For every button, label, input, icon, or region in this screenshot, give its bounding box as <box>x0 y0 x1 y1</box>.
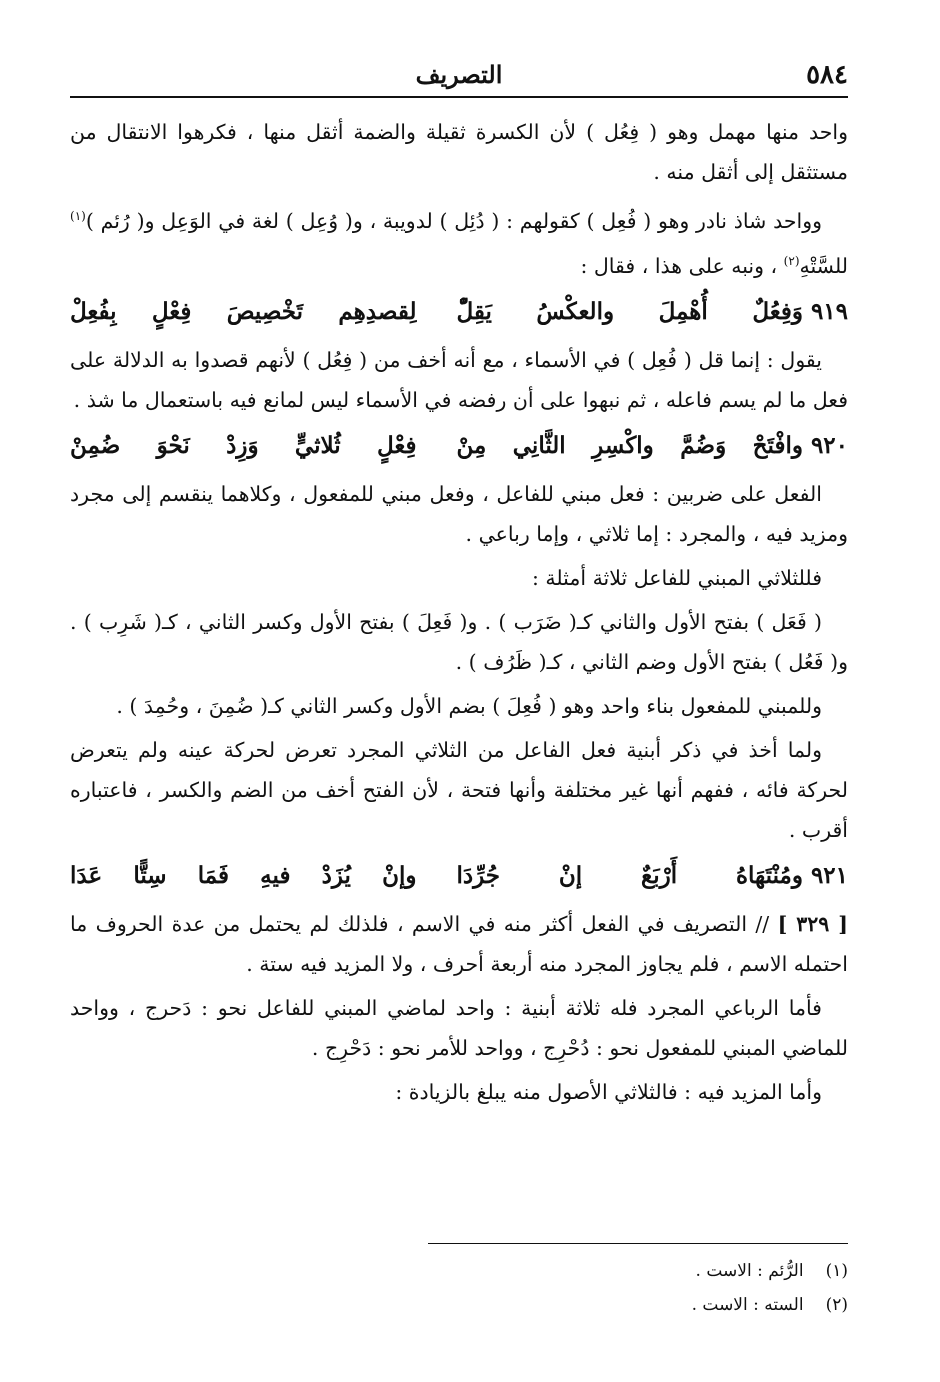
paragraph-7: وللمبني للمفعول بناء واحد وهو ( فُعِلَ ) بضم الأول وكسر الثاني كـ( ضُمِنَ ، وحُمِدَ ) . <box>116 693 822 718</box>
paragraph-2 <box>70 196 848 286</box>
verse-first-hemistich: وافْتَحْ وَضُمَّ واكْسِرِ الثَّانِي مِنْ <box>456 431 803 459</box>
paragraph-8: ولما أخذ في ذكر أبنية فعل الفاعل من الثلاثي المجرد تعرض لحركة عينه ولم يتعرض لحركة فائه ، ففهم أنها غير مختلفة وأنها فتحة ، لأن الفتح أخف من الضم والكسر ، فاعتباره أقرب . <box>70 737 848 842</box>
verse-second-hemistich: وإنْ يُزَدْ فيهِ فَمَا سِتًّا عَدَا <box>70 861 417 889</box>
paragraph-10: فأما الرباعي المجرد فله ثلاثة أبنية : واحد لماضي المبني للفاعل نحو : دَحرج ، وواحد للماضي المبني للمفعول نحو : دُحْرِج ، وواحد للأمر نحو : دَحْرِج . <box>70 995 848 1060</box>
paragraph-6: ( فَعَل ) بفتح الأول والثاني كـ( ضَرَب ) . و( فَعِلَ ) بفتح الأول وكسر الثاني ، كـ( شَرِب ) . و( فَعُل ) بفتح الأول وضم الثاني ، كـ( ظَرُف ) . <box>70 609 848 674</box>
footnote-text: السته : الاست . <box>691 1295 804 1315</box>
verse-919 <box>70 290 848 334</box>
verse-921 <box>70 854 848 898</box>
paragraph-4: الفعل على ضربين : فعل مبني للفاعل ، وفعل مبني للمفعول ، وكلاهما ينقسم إلى مجرد ومزيد فيه ، والمجرد : إما ثلاثي ، وإما رباعي . <box>70 481 848 546</box>
paragraph-2-part-a: وواحد شاذ نادر وهو ( فُعِل ) كقولهم : ( دُئِل ) لدويبة ، و( وُعِل ) لغة في الوَعِل و( رُئم ) <box>85 208 822 233</box>
paragraph-11: وأما المزيد فيه : فالثلاثي الأصول منه يبلغ بالزيادة : <box>395 1079 822 1104</box>
footnote-number: (١) <box>825 1261 848 1281</box>
verse-first-hemistich: ومُنْتَهَاهُ أَرْبَعٌ إنْ جُرِّدَا <box>456 861 803 889</box>
footnote-ref-1: (١) <box>70 209 86 223</box>
footnote-text: الرُّئم : الاست . <box>695 1261 804 1281</box>
manuscript-page-ref: [ ٣٢٩ ] <box>777 911 848 936</box>
footnote-2 <box>70 1288 848 1322</box>
running-title: التصريف <box>415 60 503 89</box>
footnotes <box>70 1254 848 1322</box>
footnote-number: (٢) <box>825 1295 848 1315</box>
paragraph-3: يقول : إنما قل ( فُعِل ) في الأسماء ، مع أنه أخف من ( فِعُل ) لأنهم قصدوا به الدلالة على فعل ما لم يسم فاعله ، ثم نبهوا على أن رفضه في الأسماء ليس لمانع فيه باستعمال ما شذ . <box>70 347 848 412</box>
verse-number: ٩٢١ <box>810 861 848 889</box>
verse-second-hemistich: فِعْلٍ ثُلاثيٍّ وَزِدْ نَحْوَ ضُمِنْ <box>70 431 417 459</box>
paragraph-2-part-b: للسَّتْهِ <box>799 253 848 278</box>
footnote-divider <box>428 1243 848 1244</box>
page-number: ٥٨٤ <box>806 60 848 90</box>
page-header <box>70 58 848 98</box>
paragraph-2-part-c: ، ونبه على هذا ، فقال : <box>580 253 784 278</box>
paragraph-9 <box>70 904 848 984</box>
verse-number: ٩١٩ <box>810 297 848 325</box>
verse-first-hemistich: وَفِعُلٌ أُهْمِلَ والعكْسُ يَقِلّْ <box>456 297 803 325</box>
main-text <box>70 112 848 1116</box>
verse-second-hemistich: لِقصدِهِم تَخْصِيصَ فِعْلٍ بِفُعِلْ <box>70 297 417 325</box>
verse-920 <box>70 424 848 468</box>
footnote-1 <box>70 1254 848 1288</box>
paragraph-5: فللثلاثي المبني للفاعل ثلاثة أمثلة : <box>531 565 822 590</box>
paragraph-9-text: // التصريف في الفعل أكثر منه في الاسم ، فلذلك لم يحتمل من عدة الحروف ما احتمله الاسم ، فلم يجاوز المجرد منه أربعة أحرف ، ولا المزيد فيه ستة . <box>70 911 848 976</box>
footnote-ref-2: (٢) <box>783 253 800 268</box>
verse-number: ٩٢٠ <box>810 431 848 459</box>
paragraph-1: واحد منها مهمل وهو ( فِعُل ) لأن الكسرة ثقيلة والضمة أثقل منها ، فكرهوا الانتقال من مستثقل إلى أثقل منه . <box>70 120 848 184</box>
